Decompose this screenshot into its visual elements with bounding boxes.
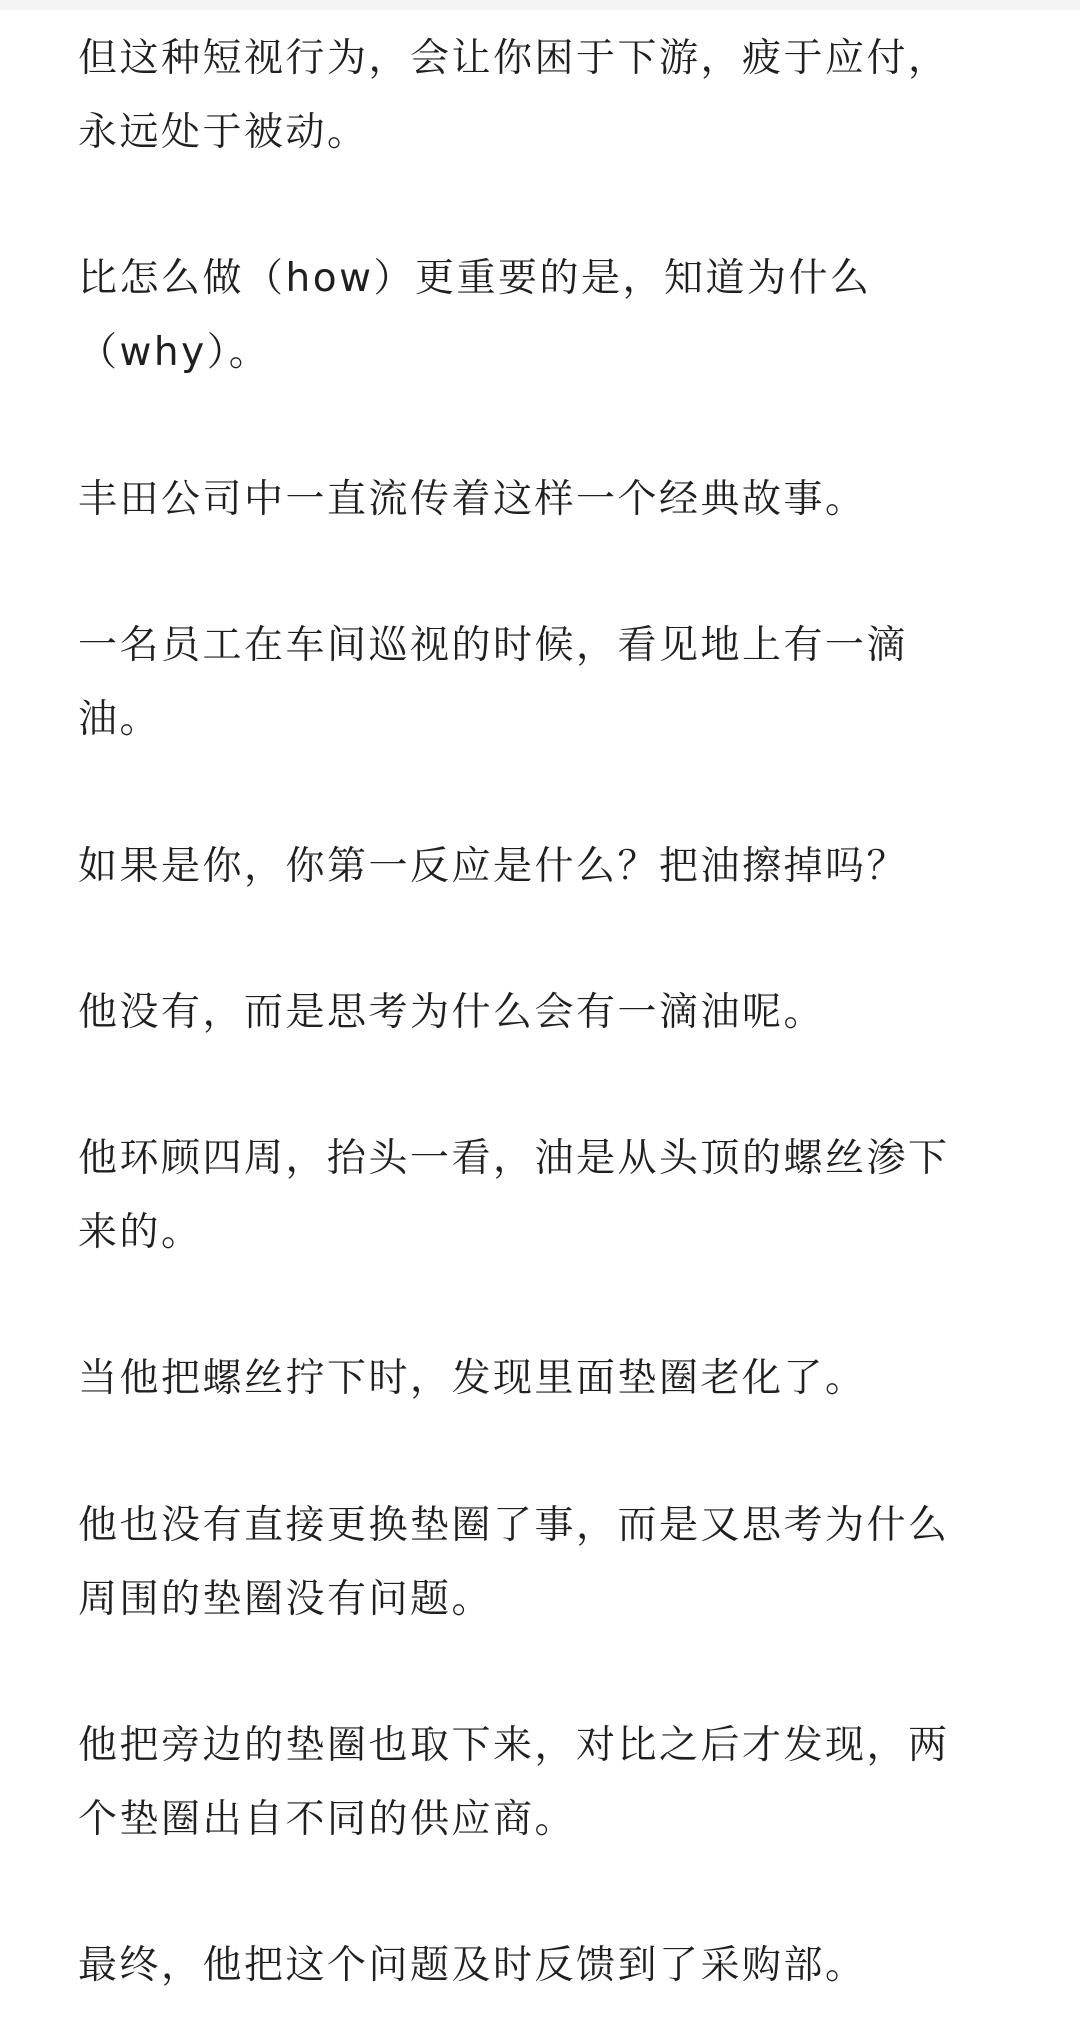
paragraph-line: 但这种短视行为，会让你困于下游，疲于应付，	[78, 36, 950, 81]
paragraph-line: 周围的垫圈没有问题。	[78, 1577, 494, 1622]
paragraph-8	[78, 1342, 1008, 1416]
paragraph-10	[78, 1709, 1008, 1857]
paragraph-line: 来的。	[78, 1210, 203, 1255]
paragraph-2	[78, 242, 1008, 390]
paragraph-line: 比怎么做（how）更重要的是，知道为什么	[78, 256, 872, 301]
paragraph-3	[78, 463, 1008, 537]
paragraph-6	[78, 976, 1008, 1050]
paragraph-9	[78, 1489, 1008, 1637]
paragraph-line: 他也没有直接更换垫圈了事，而是又思考为什么	[78, 1503, 950, 1548]
paragraph-line: 丰田公司中一直流传着这样一个经典故事。	[78, 477, 867, 522]
paragraph-line: 他没有，而是思考为什么会有一滴油呢。	[78, 990, 826, 1035]
paragraph-5	[78, 830, 1008, 904]
paragraph-line: 油。	[78, 697, 162, 742]
paragraph-line: 他环顾四周，抬头一看，油是从头顶的螺丝渗下	[78, 1136, 950, 1181]
paragraph-line: （why）。	[78, 330, 271, 375]
paragraph-11	[78, 1929, 1008, 2003]
paragraph-1	[78, 22, 1008, 170]
paragraph-line: 最终，他把这个问题及时反馈到了采购部。	[78, 1943, 867, 1988]
paragraph-4	[78, 609, 1008, 757]
paragraph-line: 当他把螺丝拧下时，发现里面垫圈老化了。	[78, 1356, 867, 1401]
paragraph-line: 一名员工在车间巡视的时候，看见地上有一滴	[78, 623, 909, 668]
top-divider	[0, 0, 1080, 10]
paragraph-line: 如果是你，你第一反应是什么？把油擦掉吗？	[78, 844, 909, 889]
paragraph-line: 他把旁边的垫圈也取下来，对比之后才发现，两	[78, 1723, 950, 1768]
paragraph-7	[78, 1122, 1008, 1270]
paragraph-line: 个垫圈出自不同的供应商。	[78, 1797, 577, 1842]
paragraph-line: 永远处于被动。	[78, 110, 369, 155]
